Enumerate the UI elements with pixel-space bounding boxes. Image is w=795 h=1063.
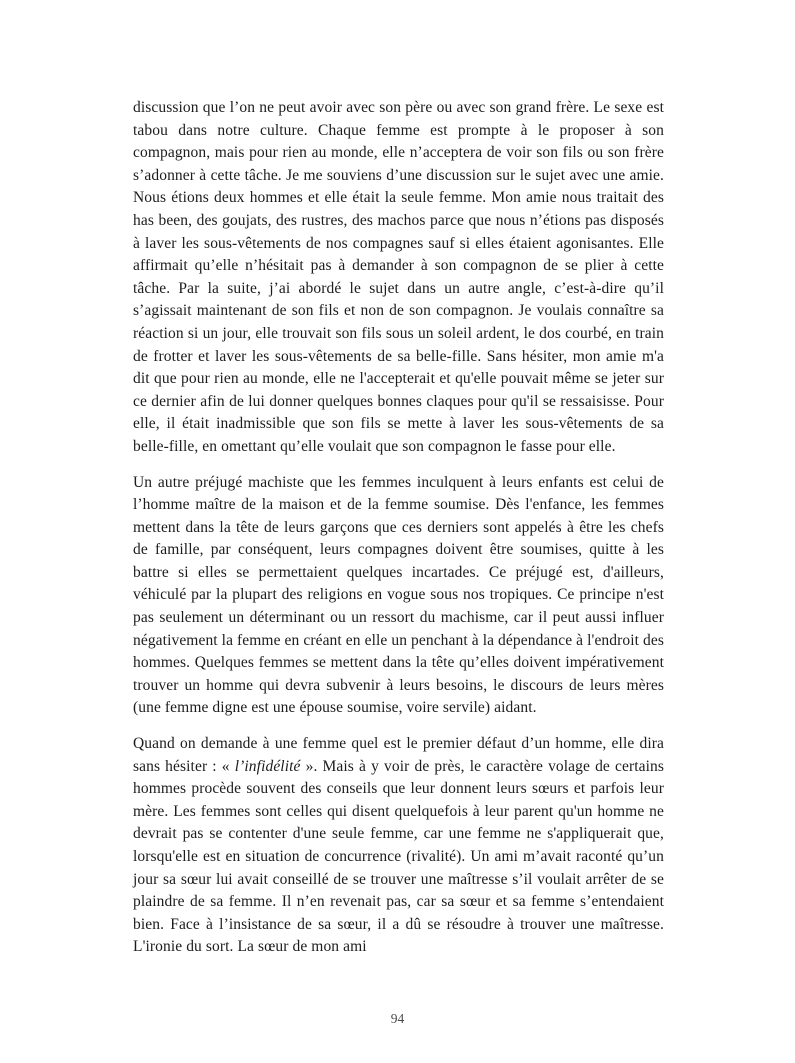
- body-text: [133, 97, 664, 959]
- paragraph-1: discussion que l’on ne peut avoir avec son père ou avec son grand frère. Le sexe est tabou dans notre culture. Chaque femme est prompte à le proposer à son compagnon, mais pour rien au monde, elle n’acceptera de voir son fils ou son frère s’adonner à cette tâche. Je me souviens d’une discussion sur le sujet avec une amie. Nous étions deux hommes et elle était la seule femme. Mon amie nous traitait des has been, des goujats, des rustres, des machos parce que nous n’étions pas disposés à laver les sous-vêtements de nos compagnes sauf si elles étaient agonisantes. Elle affirmait qu’elle n’hésitait pas à demander à son compagnon de se plier à cette tâche. Par la suite, j’ai abordé le sujet dans un autre angle, c’est-à-dire qu’il s’agissait maintenant de son fils et non de son compagnon. Je voulais connaître sa réaction si un jour, elle trouvait son fils sous un soleil ardent, le dos courbé, en train de frotter et laver les sous-vêtements de sa belle-fille. Sans hésiter, mon amie m'a dit que pour rien au monde, elle ne l'accepterait et qu'elle pouvait même se jeter sur ce dernier afin de lui donner quelques bonnes claques pour qu'il se ressaisisse. Pour elle, il était inadmissible que son fils se mette à laver les sous-vêtements de sa belle-fille, en omettant qu’elle voulait que son compagnon le fasse pour elle.: [133, 99, 664, 455]
- page-number: 94: [390, 1011, 405, 1026]
- paragraph-3-text-after: ». Mais à y voir de près, le caractère volage de certains hommes procède souvent des conseils que leur donnent leurs sœurs et parfois leur mère. Les femmes sont celles qui disent quelquefois à leur parent qu'un homme ne devrait pas se contenter d'une seule femme, car une femme ne s'appliquerait que, lorsqu'elle est en situation de concurrence (rivalité). Un ami m’avait raconté qu’un jour sa sœur lui avait conseillé de se trouver une maîtresse s’il voulait arrêter de se plaindre de sa femme. Il n’en revenait pas, car sa sœur et sa femme s’entendaient bien. Face à l’insistance de sa sœur, il a dû se résoudre à trouver une maîtresse. L'ironie du sort. La sœur de mon ami: [133, 757, 664, 956]
- paragraph-3-italic-term: l’infidélité: [234, 757, 301, 775]
- paragraph-3-text-before: Quand on demande à une femme quel est le premier défaut d’un homme, elle dira sans hésiter : «: [133, 735, 664, 775]
- paragraph-3: [133, 733, 664, 959]
- paragraph-2: Un autre préjugé machiste que les femmes inculquent à leurs enfants est celui de l’homme maître de la maison et de la femme soumise. Dès l'enfance, les femmes mettent dans la tête de leurs garçons que ces derniers sont appelés à être les chefs de famille, par conséquent, leurs compagnes doivent être soumises, quitte à les battre si elles se permettaient quelques incartades. Ce préjugé est, d'ailleurs, véhiculé par la plupart des religions en vogue sous nos tropiques. Ce principe n'est pas seulement un déterminant ou un ressort du machisme, car il peut aussi influer négativement la femme en créant en elle un penchant à la dépendance à l'endroit des hommes. Quelques femmes se mettent dans la tête qu’elles doivent impérativement trouver un homme qui devra subvenir à leurs besoins, le discours de leurs mères (une femme digne est une épouse soumise, voire servile) aidant.: [133, 473, 664, 717]
